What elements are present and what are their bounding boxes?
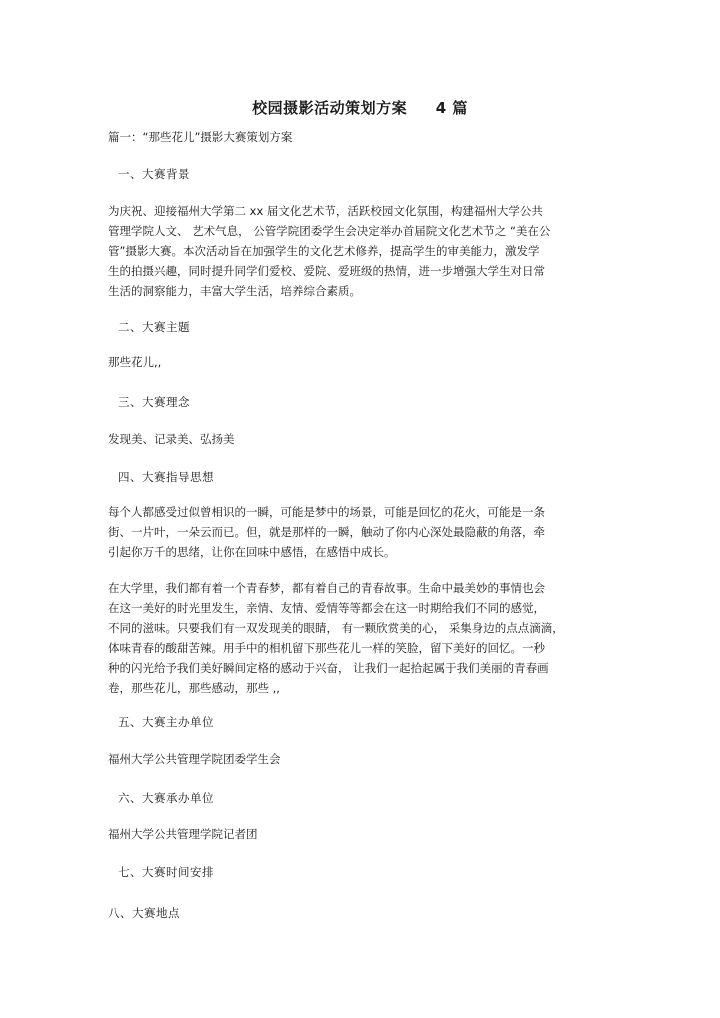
section-heading-background: 一、大赛背景	[118, 167, 190, 181]
co-organizer-text: 福州大学公共管理学院记者团	[108, 827, 258, 841]
document-subtitle: 篇一：“那些花儿”摄影大赛策划方案	[108, 130, 293, 144]
background-paragraph	[108, 201, 608, 301]
paragraph-line: 在这一美好的时光里发生，亲情、友情、爱情等等都会在这一时期给我们不同的感觉，	[108, 601, 545, 615]
section-heading-schedule: 七、大赛时间安排	[118, 865, 214, 879]
paragraph-line: 为庆祝、迎接福州大学第二 xx 届文化艺术节，活跃校园文化氛围，构建福州大学公共	[108, 204, 543, 218]
paragraph-line: 不同的滋味。只要我们有一双发现美的眼睛， 有一颗欣赏美的心， 采集身边的点点滴滴，	[108, 621, 564, 635]
document-title: 校园摄影活动策划方案 4 篇	[252, 99, 468, 117]
concept-text: 发现美、记录美、弘扬美	[108, 432, 235, 446]
paragraph-line: 每个人都感受过似曾相识的一瞬，可能是梦中的场景，可能是回忆的花火，可能是一条	[108, 505, 545, 519]
section-heading-venue: 八、大赛地点	[108, 906, 180, 920]
paragraph-line: 管”摄影大赛。本次活动旨在加强学生的文化艺术修养，提高学生的审美能力，激发学	[108, 244, 540, 258]
guiding-idea-paragraph-2	[108, 578, 608, 698]
paragraph-line: 卷，那些花儿，那些感动，那些 ,,	[108, 681, 280, 695]
paragraph-line: 引起你万千的思绪，让你在回味中感悟，在感悟中成长。	[108, 545, 396, 559]
paragraph-line: 生的拍摄兴趣，同时提升同学们爱校、爱院、爱班级的热情，进一步增强大学生对日常	[108, 264, 545, 278]
section-heading-guiding-idea: 四、大赛指导思想	[118, 470, 214, 484]
organizer-text: 福州大学公共管理学院团委学生会	[108, 752, 281, 766]
theme-text: 那些花儿,,	[108, 355, 162, 369]
paragraph-line: 体味青春的酸甜苦辣。用手中的相机留下那些花儿一样的笑脸，留下美好的回忆。一秒	[108, 641, 545, 655]
paragraph-line: 种的闪光给予我们美好瞬间定格的感动于兴奋， 让我们一起拾起属于我们美丽的青春画	[108, 661, 549, 675]
guiding-idea-paragraph-1	[108, 502, 608, 562]
section-heading-co-organizer: 六、大赛承办单位	[118, 791, 214, 805]
paragraph-line: 街、一片叶，一朵云而已。但，就是那样的一瞬，触动了你内心深处最隐蔽的角落，牵	[108, 525, 545, 539]
paragraph-line: 在大学里，我们都有着一个青春梦，都有着自己的青春故事。生命中最美妙的事情也会	[108, 581, 545, 595]
paragraph-line: 管理学院人文、 艺术气息， 公管学院团委学生会决定举办首届院文化艺术节之 “美在公	[108, 224, 551, 238]
section-heading-theme: 二、大赛主题	[118, 320, 190, 334]
section-heading-concept: 三、大赛理念	[118, 395, 190, 409]
paragraph-line: 生活的洞察能力，丰富大学生活，培养综合素质。	[108, 284, 361, 298]
section-heading-organizer: 五、大赛主办单位	[118, 715, 214, 729]
